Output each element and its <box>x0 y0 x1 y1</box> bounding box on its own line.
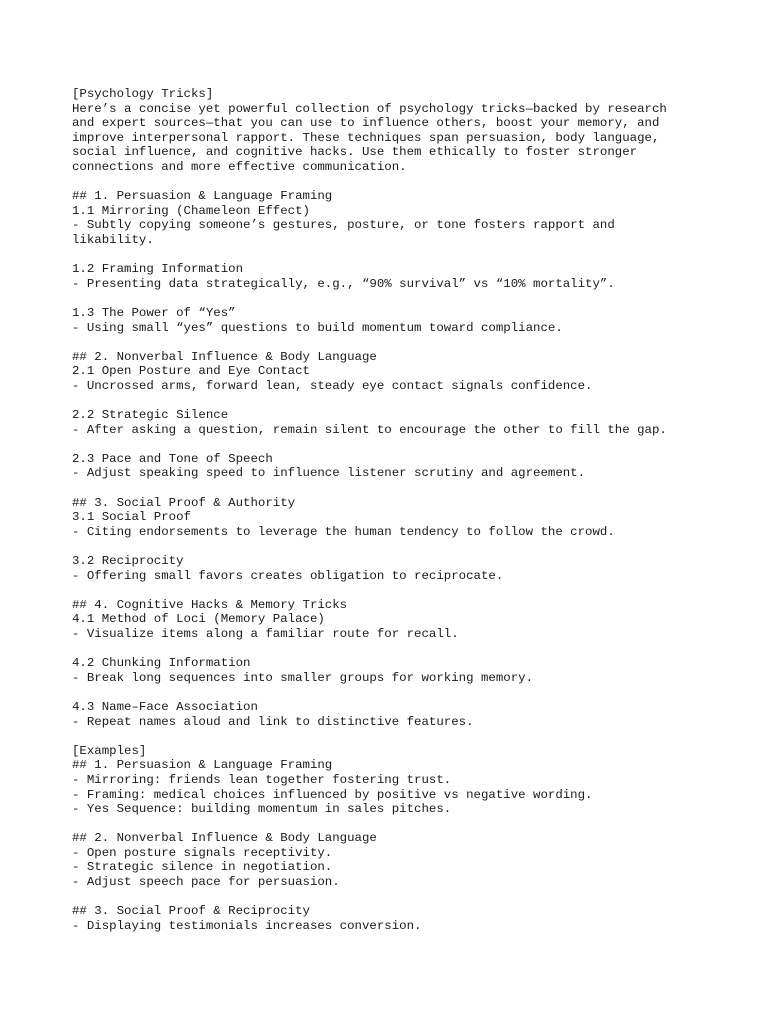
bullet-item: - After asking a question, remain silent to encourage the other to fill the gap. <box>72 422 667 437</box>
subsection-heading: 4.3 Name–Face Association <box>72 699 258 714</box>
bullet-item: - Adjust speaking speed to influence listener scrutiny and agreement. <box>72 466 586 481</box>
text-line: and expert sources—that you can use to influence others, boost your memory, and <box>72 116 660 131</box>
section-heading: ## 4. Cognitive Hacks & Memory Tricks <box>72 597 348 612</box>
bullet-item: - Mirroring: friends lean together fostering trust. <box>72 772 452 787</box>
subsection-heading: 1.1 Mirroring (Chameleon Effect) <box>72 203 310 218</box>
blank-line <box>72 481 752 496</box>
bullet-item: - Presenting data strategically, e.g., “90% survival” vs “10% mortality”. <box>72 276 615 291</box>
blank-line <box>72 248 752 263</box>
bullet-item: - Strategic silence in negotiation. <box>72 860 333 875</box>
section-heading: ## 2. Nonverbal Influence & Body Language <box>72 831 377 846</box>
section-heading: ## 1. Persuasion & Language Framing <box>72 758 333 773</box>
bullet-item: - Using small “yes” questions to build momentum toward compliance. <box>72 320 563 335</box>
bullet-item: - Open posture signals receptivity. <box>72 845 333 860</box>
text-line: improve interpersonal rapport. These techniques span persuasion, body language, <box>72 130 660 145</box>
blank-line <box>72 175 752 190</box>
text-line: connections and more effective communication. <box>72 159 407 174</box>
blank-line <box>72 291 752 306</box>
blank-line <box>72 685 752 700</box>
bullet-item: - Subtly copying someone’s gestures, posture, or tone fosters rapport and <box>72 218 615 233</box>
text-line: Here’s a concise yet powerful collection of psychology tricks—backed by research <box>72 101 667 116</box>
document-heading: [Psychology Tricks] <box>72 87 214 101</box>
bullet-item: - Offering small favors creates obligation to reciprocate. <box>72 568 504 583</box>
subsection-heading: 4.1 Method of Loci (Memory Palace) <box>72 612 325 627</box>
text-line: social influence, and cognitive hacks. Use them ethically to foster stronger <box>72 145 638 160</box>
section-heading: ## 3. Social Proof & Reciprocity <box>72 904 310 919</box>
bullet-item: - Repeat names aloud and link to distinctive features. <box>72 714 474 729</box>
text-line: likability. <box>72 232 154 247</box>
subsection-heading: 3.1 Social Proof <box>72 510 191 525</box>
subsection-heading: 4.2 Chunking Information <box>72 656 251 671</box>
bullet-item: - Citing endorsements to leverage the human tendency to follow the crowd. <box>72 524 615 539</box>
bullet-item: - Adjust speech pace for persuasion. <box>72 875 340 890</box>
subsection-heading: 2.3 Pace and Tone of Speech <box>72 451 273 466</box>
blank-line <box>72 890 752 905</box>
blank-line <box>72 642 752 657</box>
section-heading: ## 3. Social Proof & Authority <box>72 495 296 510</box>
subsection-heading: 1.2 Framing Information <box>72 262 244 277</box>
bullet-item: - Visualize items along a familiar route for recall. <box>72 626 459 641</box>
bullet-item: - Break long sequences into smaller groups for working memory. <box>72 670 534 685</box>
blank-line <box>72 393 752 408</box>
document-heading: [Examples] <box>72 743 147 758</box>
subsection-heading: 2.1 Open Posture and Eye Contact <box>72 364 310 379</box>
section-heading: ## 1. Persuasion & Language Framing <box>72 189 333 204</box>
blank-line <box>72 437 752 452</box>
blank-line <box>72 729 752 744</box>
blank-line <box>72 583 752 598</box>
section-heading: ## 2. Nonverbal Influence & Body Language <box>72 349 377 364</box>
document-page <box>72 87 752 933</box>
subsection-heading: 2.2 Strategic Silence <box>72 408 229 423</box>
bullet-item: - Yes Sequence: building momentum in sales pitches. <box>72 802 452 817</box>
subsection-heading: 1.3 The Power of “Yes” <box>72 305 236 320</box>
bullet-item: - Uncrossed arms, forward lean, steady eye contact signals confidence. <box>72 378 593 393</box>
bullet-item: - Framing: medical choices influenced by positive vs negative wording. <box>72 787 593 802</box>
blank-line <box>72 335 752 350</box>
bullet-item: - Displaying testimonials increases conversion. <box>72 918 422 933</box>
blank-line <box>72 539 752 554</box>
subsection-heading: 3.2 Reciprocity <box>72 554 184 568</box>
blank-line <box>72 817 752 832</box>
